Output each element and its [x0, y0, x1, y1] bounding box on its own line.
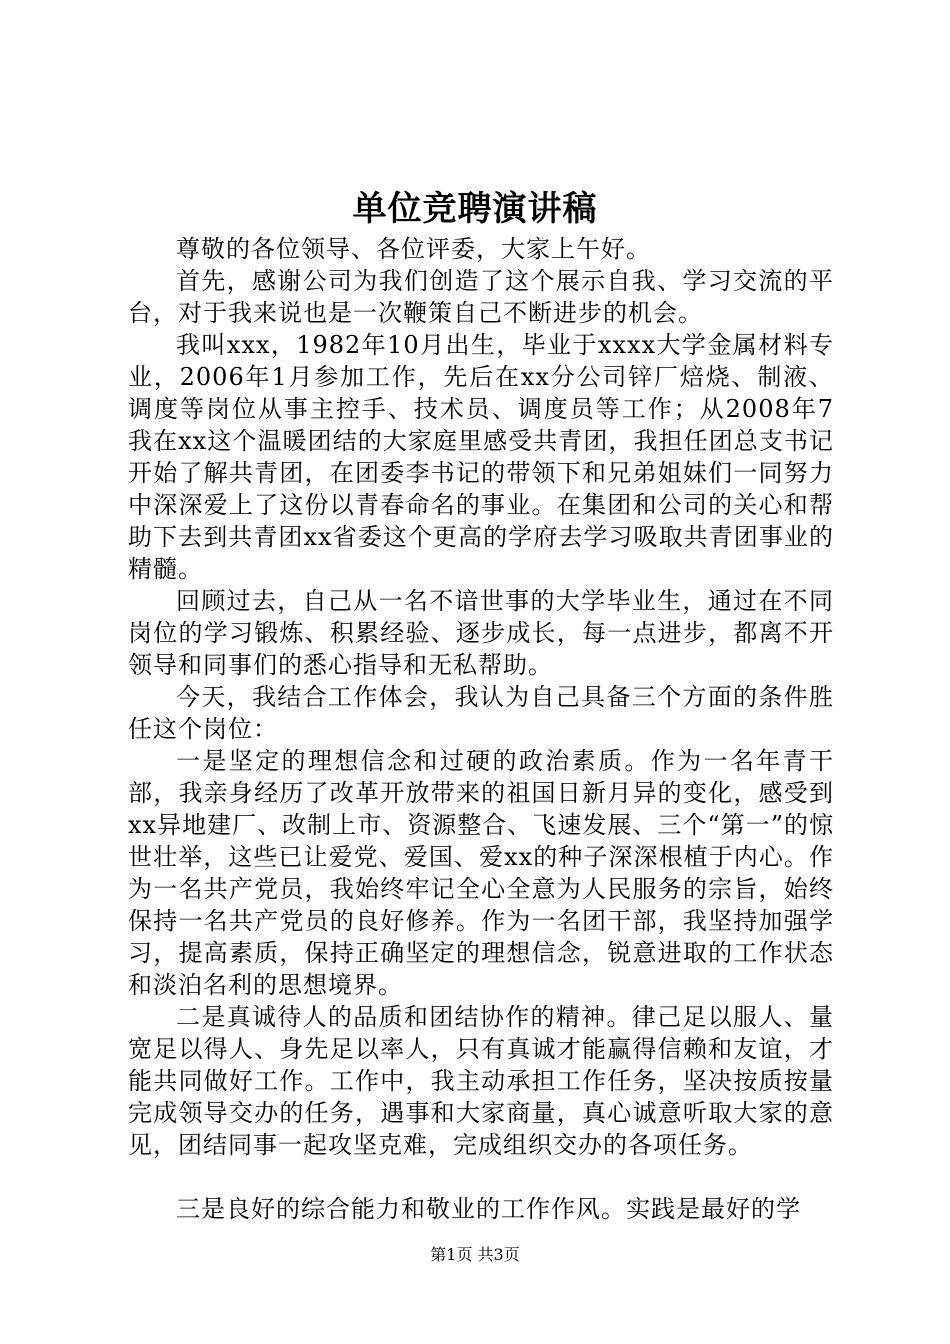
paragraph-condition-three: 三是良好的综合能力和敬业的工作作风。实践是最好的学: [176, 1195, 801, 1223]
paragraph-thanks: 首先，感谢公司为我们创造了这个展示自我、学习交流的平台，对于我来说也是一次鞭策自己不断进步的机会。: [128, 267, 834, 327]
document-title: 单位竞聘演讲稿: [352, 189, 598, 229]
paragraph-conditions-intro: 今天，我结合工作体会，我认为自己具备三个方面的条件胜任这个岗位：: [128, 683, 834, 743]
page-footer: 第1页 共3页: [430, 1245, 520, 1264]
document-body: [128, 233, 834, 1225]
paragraph-condition-one: 一是坚定的理想信念和过硬的政治素质。作为一名年青干部，我亲身经历了改革开放带来的祖国日新月异的变化，感受到xx异地建厂、改制上市、资源整合、飞速发展、三个“第一”的惊世壮举，这些已让爱党、爱国、爱xx的种子深深根植于内心。作为一名共产党员，我始终牢记全心全意为人民服务的宗旨，始终保持一名共产党员的良好修养。作为一名团干部，我坚持加强学习，提高素质，保持正确坚定的理想信念，锐意进取的工作状态和淡泊名利的思想境界。: [128, 747, 834, 999]
paragraph-review: 回顾过去，自己从一名不谙世事的大学毕业生，通过在不同岗位的学习锻炼、积累经验、逐步成长，每一点进步，都离不开领导和同事们的悉心指导和无私帮助。: [128, 587, 834, 679]
paragraph-introduction: 我叫xxx，1982年10月出生，毕业于xxxx大学金属材料专业，2006年1月参加工作，先后在xx分公司锌厂焙烧、制液、调度等岗位从事主控手、技术员、调度员等工作；从2008年7我在xx这个温暖团结的大家庭里感受共青团，我担任团总支书记开始了解共青团，在团委李书记的带领下和兄弟姐妹们一同努力中深深爱上了这份以青春命名的事业。在集团和公司的关心和帮助下去到共青团xx省委这个更高的学府去学习吸取共青团事业的精髓。: [128, 331, 834, 583]
paragraph-condition-two: 二是真诚待人的品质和团结协作的精神。律己足以服人、量宽足以得人、身先足以率人，只有真诚才能赢得信赖和友谊，才能共同做好工作。工作中，我主动承担工作任务，坚决按质按量完成领导交办的任务，遇事和大家商量，真心诚意听取大家的意见，团结同事一起攻坚克难，完成组织交办的各项任务。: [128, 1003, 834, 1159]
paragraph-greeting: 尊敬的各位领导、各位评委，大家上午好。: [176, 235, 651, 263]
